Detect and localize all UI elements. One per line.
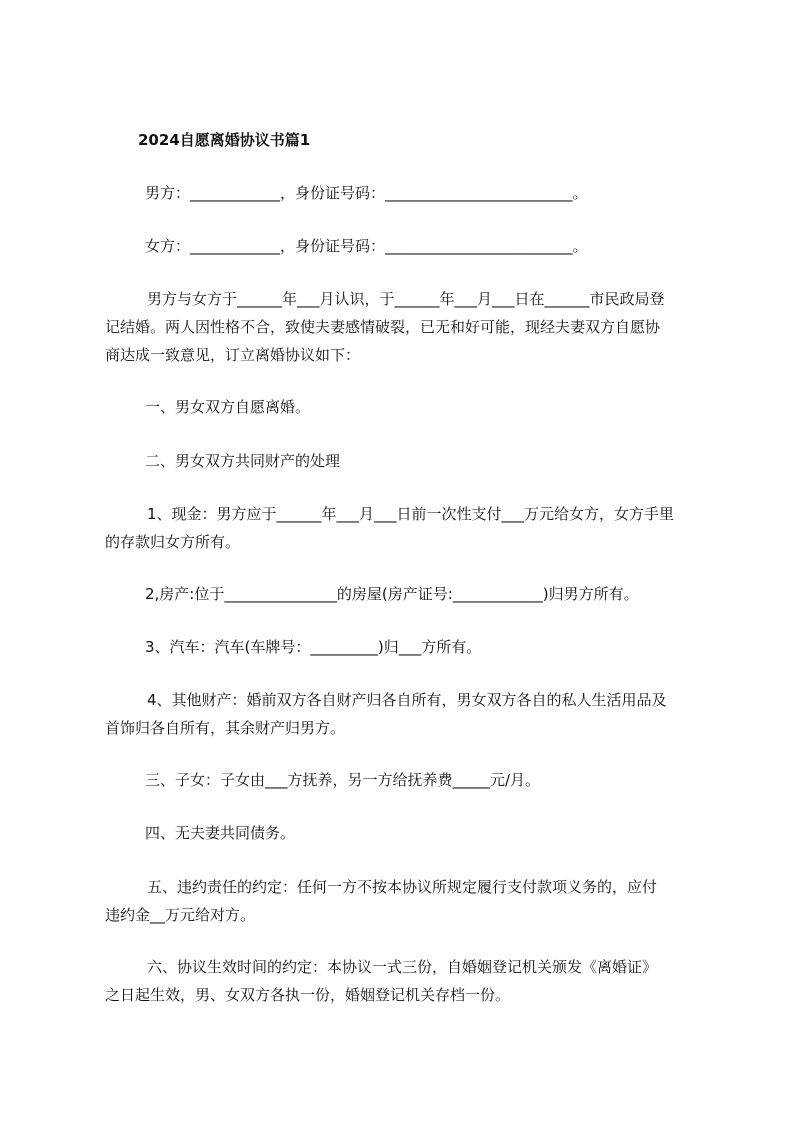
preamble-line-3: 商达成一致意见，订立离婚协议如下： [105, 346, 361, 364]
item-cash-line-2: 的存款归女方所有。 [105, 533, 241, 551]
item-other-line-2: 首饰归各自所有，其余财产归男方。 [105, 719, 346, 737]
clause-4-debts: 四、无夫妻共同债务。 [145, 824, 296, 842]
clause-5-line-1: 五、违约责任的约定：任何一方不按本协议所规定履行支付款项义务的，应付 [147, 878, 658, 896]
clause-1: 一、男女双方自愿离婚。 [145, 398, 311, 416]
document-title: 2024自愿离婚协议书篇1 [138, 131, 311, 149]
clause-3-children: 三、子女：子女由___方抚养，另一方给抚养费_____元/月。 [145, 771, 541, 789]
clause-6-line-1: 六、协议生效时间的约定：本协议一式三份，自婚姻登记机关颁发《离婚证》 [147, 958, 658, 976]
clause-2-heading: 二、男女双方共同财产的处理 [145, 452, 341, 470]
item-cash-line-1: 1、现金：男方应于______年___月___日前一次性支付___万元给女方，女方手里 [147, 505, 675, 523]
preamble-line-2: 记结婚。两人因性格不合，致使夫妻感情破裂，已无和好可能，现经夫妻双方自愿协 [105, 318, 661, 336]
item-car: 3、汽车：汽车(车牌号：_________)归___方所有。 [145, 638, 482, 656]
preamble-line-1: 男方与女方于______年___月认识，于______年___月___日在______市民政局登 [147, 290, 665, 308]
item-other-line-1: 4、其他财产：婚前双方各自财产归各自所有，男女双方各自的私人生活用品及 [147, 691, 667, 709]
clause-5-line-2: 违约金__万元给对方。 [105, 906, 256, 924]
male-party-line: 男方：____________，身份证号码：_________________________。 [145, 184, 588, 202]
item-house: 2,房产:位于_______________的房屋(房产证号:____________)归男方所有。 [145, 585, 639, 603]
clause-6-line-2: 之日起生效，男、女双方各执一份，婚姻登记机关存档一份。 [105, 986, 511, 1004]
female-party-line: 女方：____________，身份证号码：_________________________。 [145, 237, 588, 255]
